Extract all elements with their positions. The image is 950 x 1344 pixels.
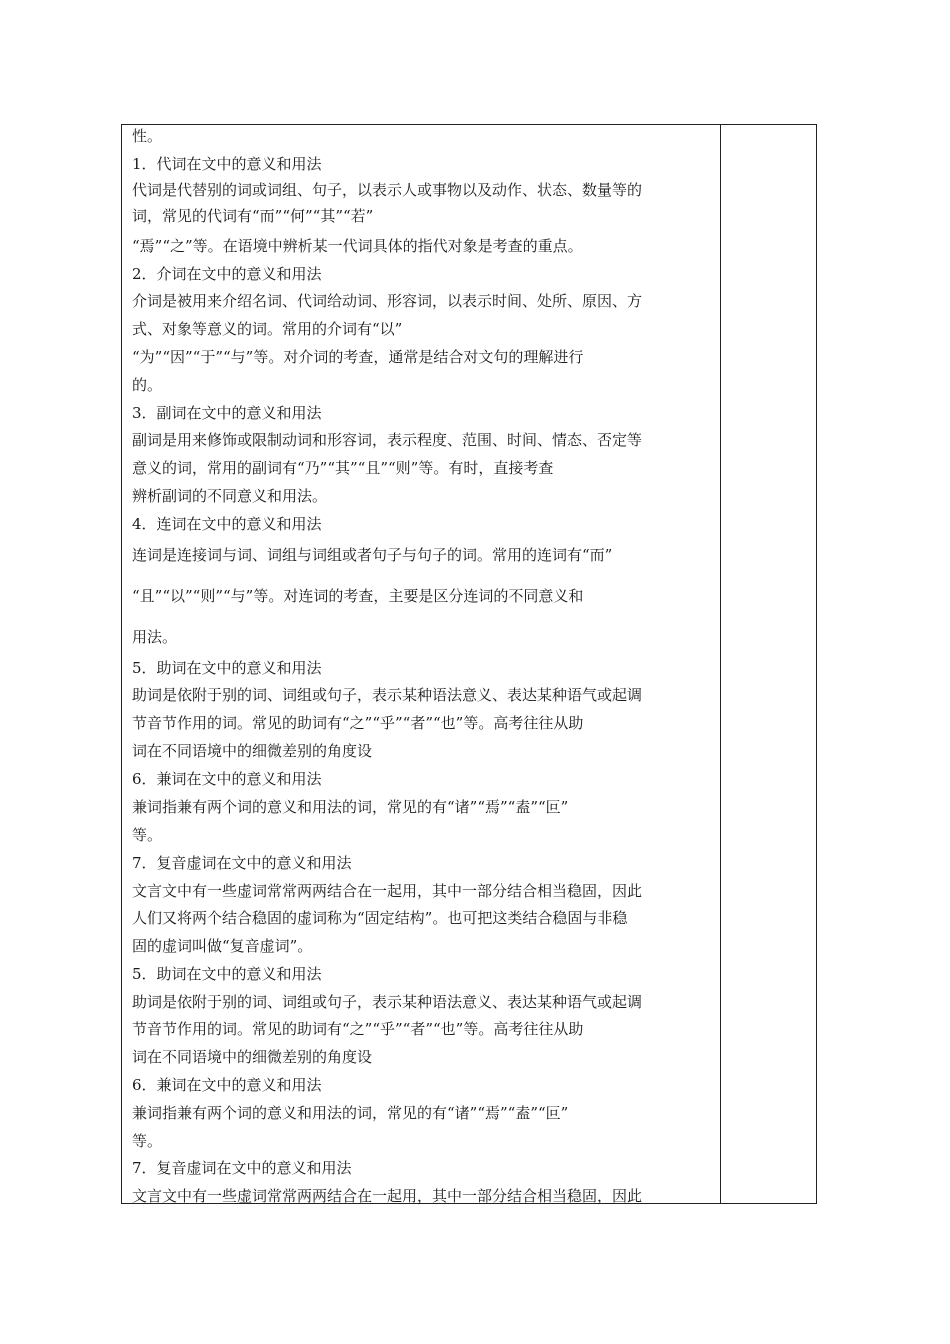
text-line: 节音节作用的词。常见的助词有“之”“乎”“者”“也”等。高考往往从助 — [132, 714, 584, 732]
section-heading: 2．介词在文中的意义和用法 — [132, 265, 322, 283]
text-line: 词在不同语境中的细微差别的角度设 — [132, 742, 373, 760]
text-line: “为”“因”“于”“与”等。对介词的考查，通常是结合对文句的理解进行 — [132, 348, 584, 366]
section-heading: 6．兼词在文中的意义和用法 — [132, 770, 322, 788]
text-line: 代词是代替别的词或词组、句子，以表示人或事物以及动作、状态、数量等的 — [132, 181, 643, 199]
section-heading: 7．复音虚词在文中的意义和用法 — [132, 1159, 352, 1177]
text-line: 人们又将两个结合稳固的虚词称为“固定结构”。也可把这类结合稳固与非稳 — [132, 909, 628, 927]
side-cell — [721, 125, 816, 1203]
section-heading: 4．连词在文中的意义和用法 — [132, 515, 322, 533]
text-line: 兼词指兼有两个词的意义和用法的词，常见的有“诸”“焉”“盍”“叵” — [132, 798, 569, 816]
text-line: 式、对象等意义的词。常用的介词有“以” — [132, 320, 403, 338]
section-heading: 1．代词在文中的意义和用法 — [132, 155, 322, 173]
text-line: 助词是依附于别的词、词组或句子，表示某种语法意义、表达某种语气或起调 — [132, 686, 643, 704]
text-line: 用法。 — [132, 628, 178, 646]
text-line: 等。 — [132, 826, 163, 844]
text-line: “且”“以”“则”“与”等。对连词的考查，主要是区分连词的不同意义和 — [132, 587, 584, 605]
text-line: 词，常见的代词有“而”“何”“其”“若” — [132, 207, 374, 225]
text-line: 介词是被用来介绍名词、代词给动词、形容词，以表示时间、处所、原因、方 — [132, 292, 643, 310]
text-line: 助词是依附于别的词、词组或句子，表示某种语法意义、表达某种语气或起调 — [132, 993, 643, 1011]
text-line: 节音节作用的词。常见的助词有“之”“乎”“者”“也”等。高考往往从助 — [132, 1020, 584, 1038]
text-line: 等。 — [132, 1132, 163, 1150]
section-heading: 5．助词在文中的意义和用法 — [132, 965, 322, 983]
text-line: 性。 — [132, 127, 163, 145]
text-line: 文言文中有一些虚词常常两两结合在一起用，其中一部分结合相当稳固，因此 — [132, 1187, 643, 1205]
text-line: 辨析副词的不同意义和用法。 — [132, 487, 328, 505]
text-line: 连词是连接词与词、词组与词组或者句子与句子的词。常用的连词有“而” — [132, 546, 613, 564]
section-heading: 6．兼词在文中的意义和用法 — [132, 1076, 322, 1094]
text-line: 的。 — [132, 376, 163, 394]
section-heading: 3．副词在文中的意义和用法 — [132, 404, 322, 422]
text-line: 文言文中有一些虚词常常两两结合在一起用，其中一部分结合相当稳固，因此 — [132, 882, 643, 900]
text-line: 副词是用来修饰或限制动词和形容词，表示程度、范围、时间、情态、否定等 — [132, 431, 643, 449]
text-line: 固的虚词叫做“复音虚词”。 — [132, 937, 313, 955]
section-heading: 7．复音虚词在文中的意义和用法 — [132, 854, 352, 872]
document-table — [121, 124, 817, 1204]
section-heading: 5．助词在文中的意义和用法 — [132, 659, 322, 677]
text-line: 意义的词，常用的副词有“乃”“其”“且”“则”等。有时，直接考查 — [132, 459, 554, 477]
text-line: “焉”“之”等。在语境中辨析某一代词具体的指代对象是考查的重点。 — [132, 237, 583, 255]
text-line: 兼词指兼有两个词的意义和用法的词，常见的有“诸”“焉”“盍”“叵” — [132, 1104, 569, 1122]
text-line: 词在不同语境中的细微差别的角度设 — [132, 1048, 373, 1066]
